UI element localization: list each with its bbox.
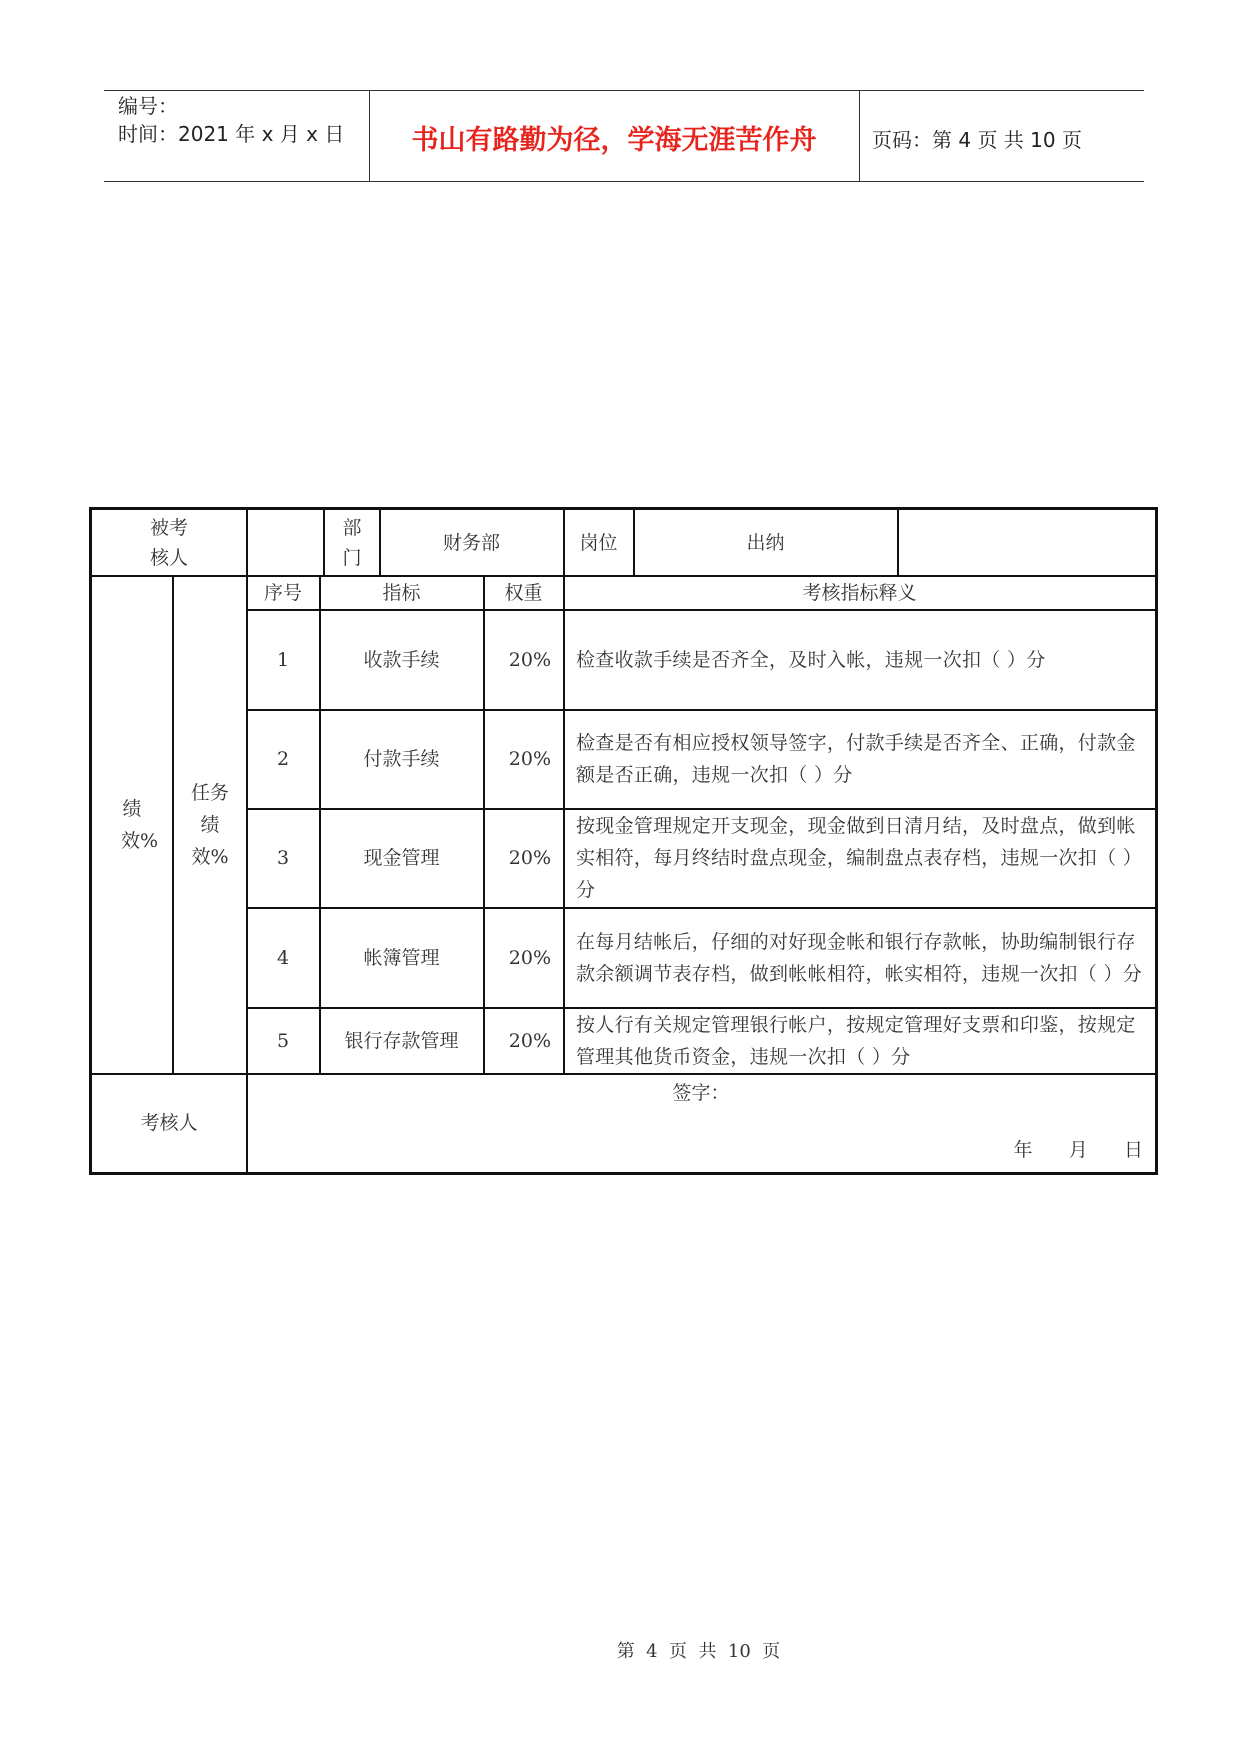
row-seq: 3 <box>276 847 290 869</box>
motto: 书山有路勤为径，学海无涯苦作舟 <box>411 125 817 156</box>
assessment-table <box>89 507 1158 1175</box>
examinee-label: 被考核人 <box>149 516 188 569</box>
row-indicator: 银行存款管理 <box>344 1029 459 1052</box>
row-seq: 2 <box>276 748 290 770</box>
row-indicator: 付款手续 <box>363 748 440 770</box>
row-description: 按现金管理规定开支现金，现金做到日清月结，及时盘点，做到帐实相符，每月终结时盘点现金，编制盘点表存档，违规一次扣（ ）分 <box>576 815 1143 901</box>
row-weight: 20% <box>508 648 551 671</box>
page-header <box>104 90 1144 182</box>
header-bottom-rule <box>104 181 1144 182</box>
department-label: 部门 <box>342 516 362 569</box>
col-header-seq: 序号 <box>263 581 302 604</box>
row-indicator: 帐簿管理 <box>363 946 440 969</box>
row-weight: 20% <box>508 1029 551 1052</box>
grid-line <box>897 507 899 575</box>
task-performance-label: 任务绩效% <box>190 781 229 868</box>
assessor-label: 考核人 <box>140 1112 198 1134</box>
department-value: 财务部 <box>442 531 500 554</box>
examinee-value <box>247 510 323 575</box>
time-label: 时间：2021 年 x 月 x 日 <box>118 122 345 146</box>
row-indicator: 现金管理 <box>363 847 440 869</box>
row-description: 在每月结帐后，仔细的对好现金帐和银行存款帐，协助编制银行存款余额调节表存档，做到帐帐相符，帐实相符，违规一次扣（ ）分 <box>576 930 1143 985</box>
col-header-description: 考核指标释义 <box>802 581 917 604</box>
post-label: 岗位 <box>579 531 618 554</box>
row-weight: 20% <box>508 748 551 770</box>
page-footer: 第 4 页 共 10 页 <box>616 1641 781 1662</box>
header-divider <box>859 90 860 182</box>
signature-label: 签字： <box>672 1082 730 1104</box>
row-indicator: 收款手续 <box>363 648 440 671</box>
row-description: 检查收款手续是否齐全，及时入帐，违规一次扣（ ）分 <box>576 648 1046 671</box>
row-weight: 20% <box>508 946 551 969</box>
post-value: 出纳 <box>746 531 785 554</box>
row-seq: 1 <box>276 648 290 671</box>
row-seq: 5 <box>276 1029 290 1052</box>
date-label: 年 月 日 <box>1013 1139 1143 1161</box>
header-meta <box>118 92 344 148</box>
performance-label: 绩效% <box>121 797 159 852</box>
row-seq: 4 <box>276 946 290 969</box>
row-description: 检查是否有相应授权领导签字，付款手续是否齐全、正确，付款金额是否正确，违规一次扣（ ）分 <box>576 732 1136 786</box>
serial-number-label: 编号： <box>118 94 178 118</box>
page-number-label: 页码：第 4 页 共 10 页 <box>872 128 1082 152</box>
row-weight: 20% <box>508 847 551 869</box>
row-description: 按人行有关规定管理银行帐户，按规定管理好支票和印鉴，按规定管理其他货币资金，违规一次扣（ ）分 <box>576 1013 1136 1068</box>
col-header-indicator: 指标 <box>382 581 421 604</box>
header-top-rule <box>104 90 1144 91</box>
col-header-weight: 权重 <box>504 581 543 604</box>
